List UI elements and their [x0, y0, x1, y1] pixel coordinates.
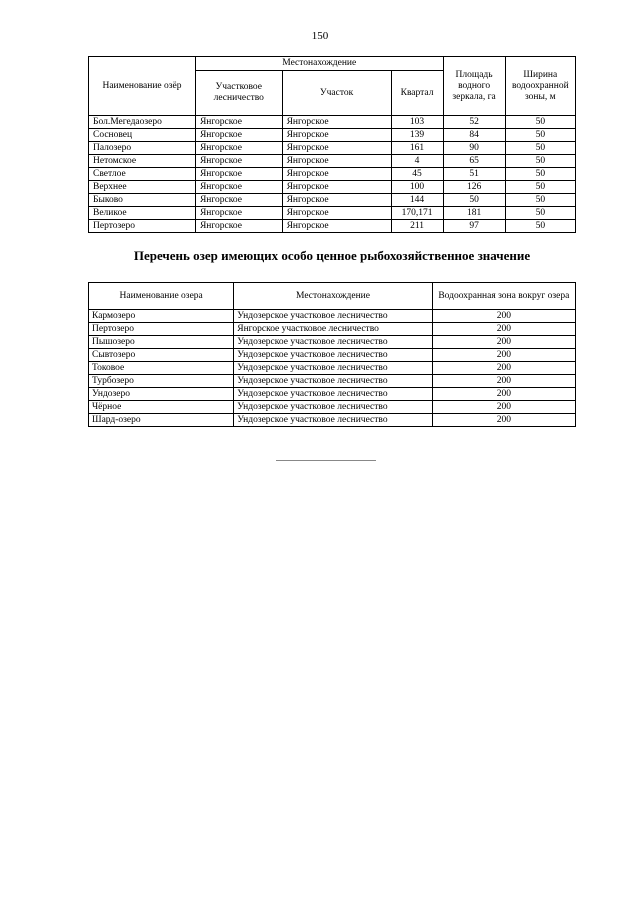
table-row	[89, 220, 576, 233]
width-cell: 50	[505, 142, 575, 155]
header-protection-width: Ширина водоохранной зоны, м	[505, 57, 575, 116]
table-row	[89, 336, 576, 349]
header-location: Местонахождение	[234, 283, 432, 310]
lake-name-cell: Чёрное	[89, 401, 234, 414]
table-row	[89, 207, 576, 220]
quarter-cell: 170,171	[391, 207, 443, 220]
table-row	[89, 116, 576, 129]
lake-name-cell: Бол.Мегедаозеро	[89, 116, 196, 129]
quarter-cell: 100	[391, 181, 443, 194]
table-row	[89, 129, 576, 142]
table-row	[89, 414, 576, 427]
section-cell: Янгорское	[282, 181, 391, 194]
area-cell: 126	[443, 181, 505, 194]
section-cell: Янгорское	[282, 129, 391, 142]
header-protection-zone: Водоохранная зона вокруг озера	[432, 283, 575, 310]
section-cell: Янгорское	[282, 142, 391, 155]
lakes-table	[88, 56, 576, 233]
lake-name-cell: Пышозеро	[89, 336, 234, 349]
forestry-cell: Янгорское	[195, 207, 282, 220]
table-row	[89, 142, 576, 155]
table-row	[89, 362, 576, 375]
quarter-cell: 103	[391, 116, 443, 129]
area-cell: 97	[443, 220, 505, 233]
quarter-cell: 45	[391, 168, 443, 181]
table-row	[89, 349, 576, 362]
forestry-cell: Янгорское	[195, 194, 282, 207]
header-forestry: Участковое лесничество	[195, 71, 282, 116]
area-cell: 90	[443, 142, 505, 155]
width-cell: 50	[505, 129, 575, 142]
lake-name-cell: Светлое	[89, 168, 196, 181]
section-cell: Янгорское	[282, 220, 391, 233]
zone-cell: 200	[432, 414, 575, 427]
area-cell: 52	[443, 116, 505, 129]
header-lake-name: Наименование озера	[89, 283, 234, 310]
location-cell: Ундозерское участковое лесничество	[234, 388, 432, 401]
location-cell: Ундозерское участковое лесничество	[234, 401, 432, 414]
quarter-cell: 161	[391, 142, 443, 155]
forestry-cell: Янгорское	[195, 220, 282, 233]
table-row	[89, 168, 576, 181]
table-row	[89, 194, 576, 207]
lake-name-cell: Нетомское	[89, 155, 196, 168]
zone-cell: 200	[432, 310, 575, 323]
header-section: Участок	[282, 71, 391, 116]
forestry-cell: Янгорское	[195, 142, 282, 155]
quarter-cell: 139	[391, 129, 443, 142]
zone-cell: 200	[432, 323, 575, 336]
location-cell: Янгорское участковое лесничество	[234, 323, 432, 336]
lake-name-cell: Ундозеро	[89, 388, 234, 401]
width-cell: 50	[505, 116, 575, 129]
quarter-cell: 144	[391, 194, 443, 207]
zone-cell: 200	[432, 336, 575, 349]
width-cell: 50	[505, 194, 575, 207]
divider-line	[276, 460, 376, 461]
table-row	[89, 155, 576, 168]
width-cell: 50	[505, 155, 575, 168]
quarter-cell: 4	[391, 155, 443, 168]
quarter-cell: 211	[391, 220, 443, 233]
lake-name-cell: Кармозеро	[89, 310, 234, 323]
header-lake-name: Наименование озёр	[89, 57, 196, 116]
lake-name-cell: Сосновец	[89, 129, 196, 142]
lake-name-cell: Турбозеро	[89, 375, 234, 388]
area-cell: 51	[443, 168, 505, 181]
forestry-cell: Янгорское	[195, 168, 282, 181]
header-location: Местонахождение	[195, 57, 443, 71]
forestry-cell: Янгорское	[195, 116, 282, 129]
lake-name-cell: Сывтозеро	[89, 349, 234, 362]
lake-name-cell: Токовое	[89, 362, 234, 375]
location-cell: Ундозерское участковое лесничество	[234, 310, 432, 323]
lake-name-cell: Палозеро	[89, 142, 196, 155]
header-water-area: Площадь водного зеркала, га	[443, 57, 505, 116]
section-cell: Янгорское	[282, 168, 391, 181]
table-row	[89, 375, 576, 388]
area-cell: 84	[443, 129, 505, 142]
section-cell: Янгорское	[282, 155, 391, 168]
section-cell: Янгорское	[282, 194, 391, 207]
lake-name-cell: Пертозеро	[89, 220, 196, 233]
table-row	[89, 401, 576, 414]
lake-name-cell: Пертозеро	[89, 323, 234, 336]
area-cell: 181	[443, 207, 505, 220]
width-cell: 50	[505, 181, 575, 194]
width-cell: 50	[505, 207, 575, 220]
page-number: 150	[311, 30, 329, 42]
table-row	[89, 310, 576, 323]
header-quarter: Квартал	[391, 71, 443, 116]
section-cell: Янгорское	[282, 116, 391, 129]
forestry-cell: Янгорское	[195, 155, 282, 168]
zone-cell: 200	[432, 362, 575, 375]
lake-name-cell: Верхнее	[89, 181, 196, 194]
width-cell: 50	[505, 168, 575, 181]
area-cell: 50	[443, 194, 505, 207]
location-cell: Ундозерское участковое лесничество	[234, 349, 432, 362]
location-cell: Ундозерское участковое лесничество	[234, 414, 432, 427]
fish-lakes-table	[88, 282, 576, 427]
zone-cell: 200	[432, 401, 575, 414]
table-row	[89, 323, 576, 336]
section-cell: Янгорское	[282, 207, 391, 220]
width-cell: 50	[505, 220, 575, 233]
location-cell: Ундозерское участковое лесничество	[234, 362, 432, 375]
table-row	[89, 388, 576, 401]
fish-section-title: Перечень озер имеющих особо ценное рыбохозяйственное значение	[133, 248, 531, 263]
zone-cell: 200	[432, 388, 575, 401]
area-cell: 65	[443, 155, 505, 168]
location-cell: Ундозерское участковое лесничество	[234, 336, 432, 349]
forestry-cell: Янгорское	[195, 129, 282, 142]
zone-cell: 200	[432, 349, 575, 362]
lake-name-cell: Великое	[89, 207, 196, 220]
zone-cell: 200	[432, 375, 575, 388]
lake-name-cell: Шард-озеро	[89, 414, 234, 427]
table-row	[89, 181, 576, 194]
location-cell: Ундозерское участковое лесничество	[234, 375, 432, 388]
lake-name-cell: Быково	[89, 194, 196, 207]
forestry-cell: Янгорское	[195, 181, 282, 194]
